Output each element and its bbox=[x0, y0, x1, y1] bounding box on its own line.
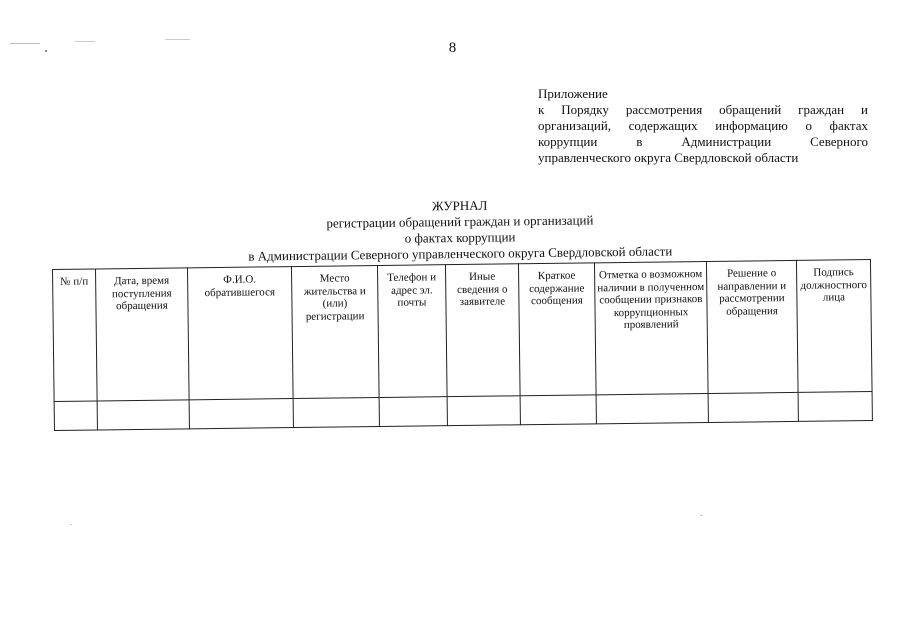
column-header: Ф.И.О. обратившегося bbox=[187, 267, 293, 400]
column-header: Решение о направлении и рассмотрении обращения bbox=[706, 260, 798, 393]
appendix-line: организаций, содержащих информацию о фактах bbox=[538, 118, 868, 133]
scan-speck bbox=[700, 515, 703, 516]
scan-speck bbox=[165, 39, 190, 40]
column-header: Дата, время поступления обращения bbox=[96, 268, 190, 401]
scan-speck bbox=[45, 50, 47, 52]
scan-speck bbox=[10, 43, 40, 44]
appendix-title: Приложение bbox=[538, 86, 608, 101]
table-cell bbox=[708, 392, 798, 422]
table-cell bbox=[379, 396, 447, 426]
page-number: 8 bbox=[448, 40, 457, 56]
table-cell bbox=[447, 395, 520, 425]
appendix-line: коррупции в Администрации Северного bbox=[538, 134, 868, 149]
journal-subtitle-line: регистрации обращений граждан и организаций bbox=[326, 212, 594, 231]
appendix-line: к Порядку рассмотрения обращений граждан и bbox=[538, 102, 868, 117]
journal-subtitle-line: о фактах коррупции bbox=[404, 229, 516, 246]
table-cell bbox=[189, 398, 293, 429]
scan-speck bbox=[75, 41, 95, 42]
journal-heading: ЖУРНАЛ bbox=[431, 197, 488, 214]
journal-title-block bbox=[180, 195, 741, 266]
journal-subtitle-line: в Администрации Северного управленческого округа Свердловской области bbox=[248, 243, 673, 264]
table-cell bbox=[520, 394, 596, 424]
column-header: Подпись должностного лица bbox=[796, 260, 872, 393]
table-header-row bbox=[53, 260, 873, 402]
table-cell bbox=[596, 393, 708, 424]
column-header: Краткое содержание сообщения bbox=[518, 263, 596, 396]
registration-table bbox=[52, 259, 872, 431]
column-header: Телефон и адрес эл. почты bbox=[377, 265, 447, 397]
appendix-note bbox=[538, 86, 868, 166]
table-cell bbox=[97, 399, 189, 429]
column-header: Отметка о возможном наличии в полученном сообщении признаков коррупционных проявлений bbox=[594, 262, 708, 395]
appendix-line: управленческого округа Свердловской области bbox=[538, 150, 799, 165]
column-header: Иные сведения о заявителе bbox=[445, 264, 520, 397]
table-cell bbox=[798, 391, 872, 421]
column-header: Место жительства и (или) регистрации bbox=[291, 266, 379, 399]
column-header: № п/п bbox=[53, 269, 98, 401]
scan-speck bbox=[70, 524, 72, 525]
table-cell bbox=[54, 401, 97, 431]
table-cell bbox=[293, 397, 379, 427]
